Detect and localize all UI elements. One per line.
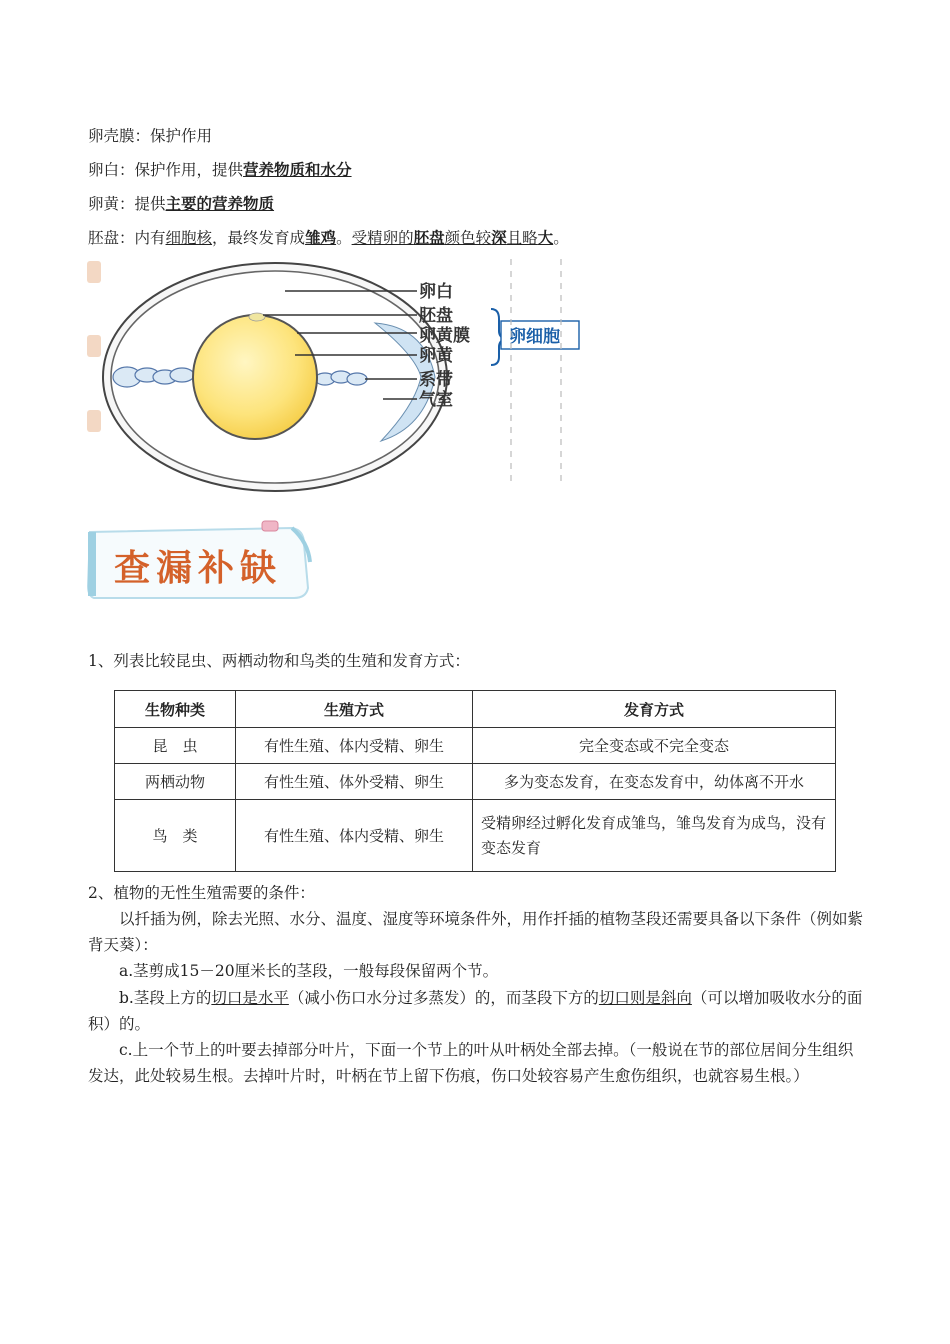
table-row	[115, 728, 836, 764]
yolk-line: 卵黄：提供主要的营养物质	[88, 194, 275, 213]
label-yolk: 卵黄	[419, 346, 453, 366]
check-gaps-banner	[86, 518, 318, 602]
shell-membrane-line: 卵壳膜：保护作用	[88, 127, 213, 145]
q2-item-a: a.茎剪成15－20厘米长的茎段，一般每段保留两个节。	[119, 962, 499, 980]
table-header: 生殖方式	[236, 691, 473, 728]
dashed-guides	[511, 259, 561, 485]
comparison-table	[114, 690, 836, 872]
q2-title: 2、植物的无性生殖需要的条件：	[88, 884, 315, 902]
blastodisc-line: 胚盘：内有细胞核，最终发育成雏鸡。受精卵的胚盘颜色较深且略大。	[88, 228, 569, 247]
label-yolk-membrane: 卵黄膜	[419, 326, 470, 346]
table-header: 发育方式	[473, 691, 836, 728]
chalaza-right	[315, 371, 367, 385]
q1-title: 1、列表比较昆虫、两栖动物和鸟类的生殖和发育方式：	[88, 652, 470, 670]
table-row	[115, 764, 836, 800]
albumen-line: 卵白：保护作用，提供营养物质和水分	[88, 160, 352, 179]
table-cell: 有性生殖、体外受精、卵生	[236, 764, 473, 800]
q2-item-b: b.茎段上方的切口是水平（减小伤口水分过多蒸发）的，而茎段下方的切口则是斜向（可以增加吸收水分的面积）的。	[88, 989, 863, 1033]
q2-intro: 以扦插为例，除去光照、水分、温度、湿度等环境条件外，用作扦插的植物茎段还需要具备以下条件（例如紫背天葵）：	[88, 910, 864, 954]
label-blastodisc: 胚盘	[419, 306, 453, 326]
decor-stamps	[87, 261, 101, 432]
table-header: 生物种类	[115, 691, 236, 728]
table-cell: 有性生殖、体内受精、卵生	[236, 728, 473, 764]
egg-cell-label: 卵细胞	[509, 327, 560, 347]
q2-item-c: c.上一个节上的叶要去掉部分叶片，下面一个节上的叶从叶柄处全部去掉。（一般说在节的部位居间分生组织发达，此处较易生根。去掉叶片时，叶柄在节上留下伤痕，伤口处较容易产生愈伤组织，也就容易生根。）	[88, 1041, 854, 1085]
banner-title: 查漏补缺	[114, 548, 283, 589]
label-albumen: 卵白	[419, 282, 453, 302]
table-cell: 完全变态或不完全变态	[473, 728, 836, 764]
table-cell: 两栖动物	[115, 764, 236, 800]
paperclip-icon	[262, 521, 278, 531]
table-cell: 鸟 类	[115, 800, 236, 872]
label-chalaza: 系带	[419, 370, 453, 390]
table-cell: 受精卵经过孵化发育成雏鸟，雏鸟发育为成鸟，没有变态发育	[473, 800, 836, 872]
blastodisc-spot	[249, 313, 265, 321]
table-row	[115, 800, 836, 872]
table-header-row	[115, 691, 836, 728]
table-cell: 昆 虫	[115, 728, 236, 764]
table-cell: 多为变态发育，在变态发育中，幼体离不开水	[473, 764, 836, 800]
label-air-cell: 气室	[419, 390, 453, 410]
table-cell: 有性生殖、体内受精、卵生	[236, 800, 473, 872]
egg-structure-diagram	[85, 255, 605, 495]
